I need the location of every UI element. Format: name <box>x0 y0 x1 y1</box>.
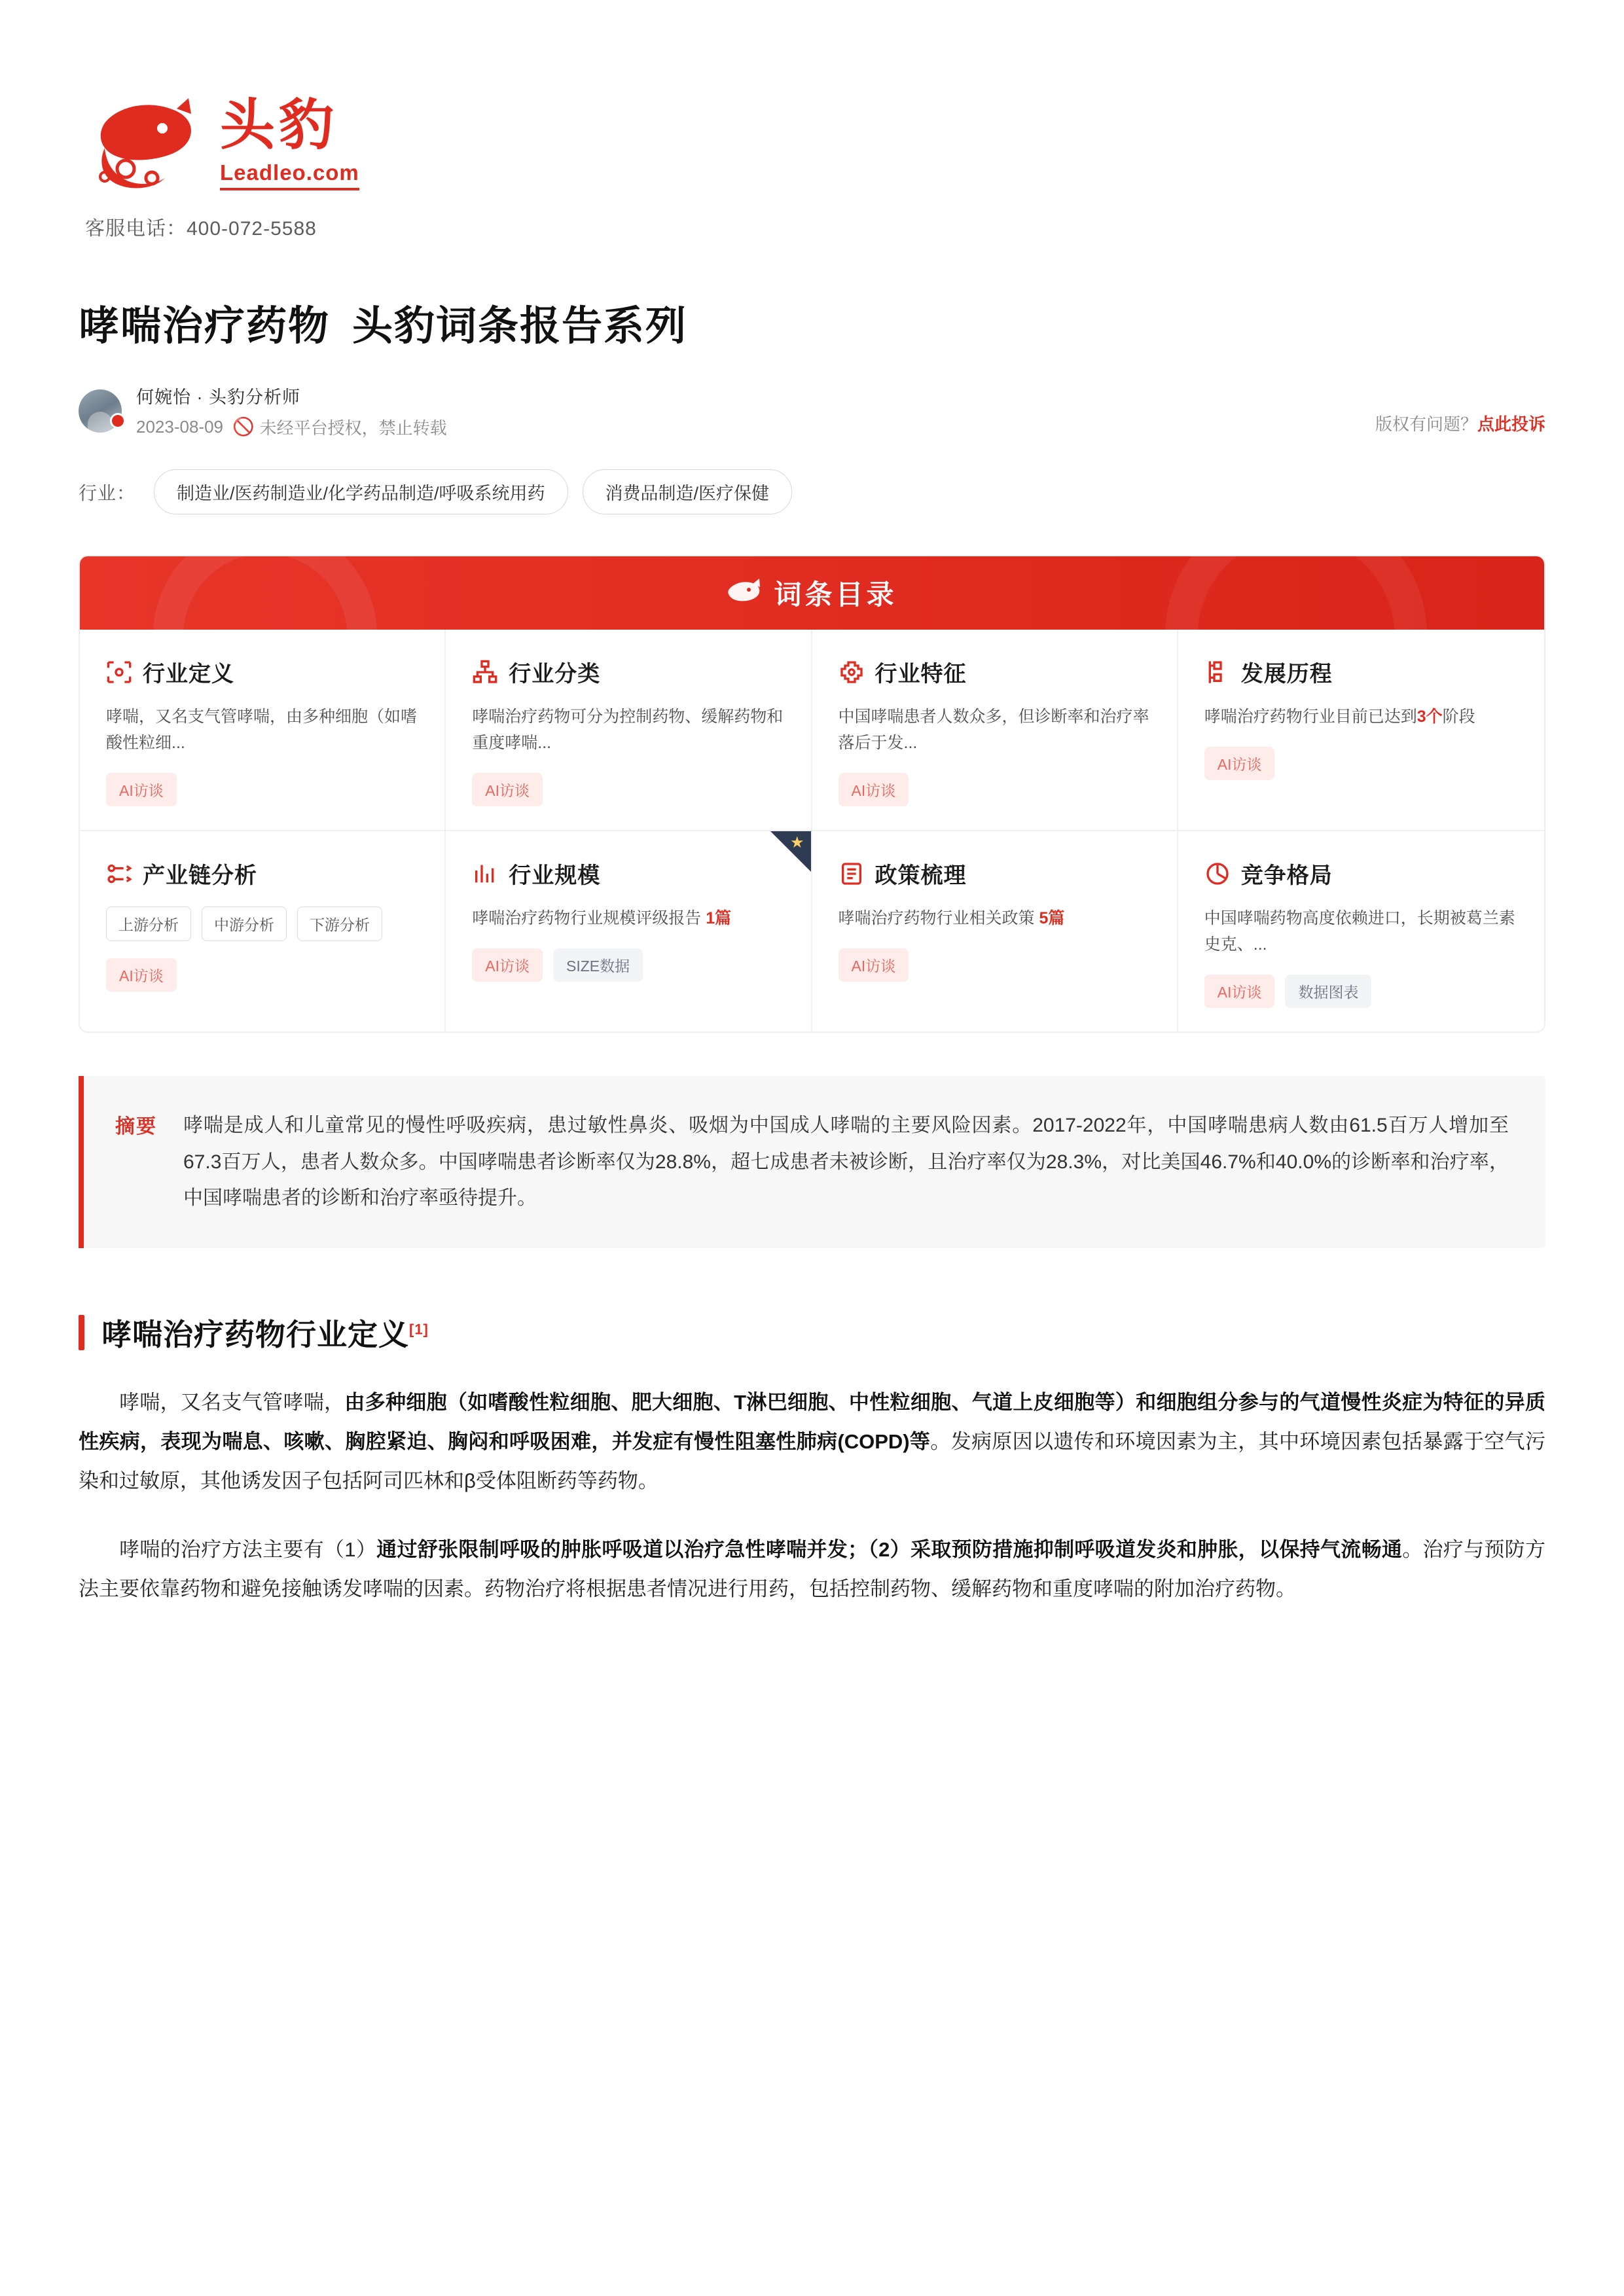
section-footnote-marker: [1] <box>409 1321 429 1338</box>
tag-midstream-analysis[interactable]: 中游分析 <box>202 906 287 941</box>
paragraph-1 <box>79 1383 1545 1501</box>
chip-data-chart[interactable]: 数据图表 <box>1285 975 1371 1008</box>
chip-ai-interview[interactable]: AI访谈 <box>839 773 909 806</box>
catalog-item-title: 行业规模 <box>509 863 601 888</box>
no-reprint-label: 未经平台授权，禁止转载 <box>259 418 447 438</box>
history-icon <box>1204 659 1231 685</box>
star-icon: ★ <box>789 834 804 852</box>
catalog-header <box>80 556 1544 630</box>
copyright-text: 版权有问题？ <box>1375 414 1477 434</box>
catalog-item-policy-review[interactable] <box>812 831 1178 1031</box>
catalog-item-desc <box>472 905 784 931</box>
abstract-label: 摘要 <box>115 1116 157 1138</box>
complain-link[interactable]: 点此投诉 <box>1477 414 1545 434</box>
desc-highlight: 5篇 <box>1039 909 1065 927</box>
leopard-head-icon <box>727 579 762 607</box>
chain-icon <box>106 861 132 887</box>
tag-downstream-analysis[interactable]: 下游分析 <box>297 906 382 941</box>
catalog-item-value-chain-analysis[interactable] <box>80 831 446 1031</box>
catalog-item-title: 行业特征 <box>875 662 967 687</box>
chip-ai-interview[interactable]: AI访谈 <box>839 948 909 982</box>
catalog-item-title: 政策梳理 <box>875 863 967 888</box>
catalog-item-development-history[interactable] <box>1178 630 1544 831</box>
policy-icon <box>839 861 865 887</box>
para1-seg3: 。发病原因以遗传和环境因素为主，其中环境因素包括暴露于空气污染和过敏原，其他诱发因子包括阿司匹林和β受体阻断药等药物。 <box>79 1429 1545 1493</box>
page-header <box>79 0 1545 241</box>
catalog-title: 词条目录 <box>774 579 897 610</box>
scale-icon <box>472 861 498 887</box>
logo-text-cn: 头豹 <box>220 93 338 157</box>
publish-date: 2023-08-09 <box>136 417 223 437</box>
ban-icon: 🚫 <box>232 417 255 437</box>
desc-highlight: 1篇 <box>706 909 732 927</box>
paragraph-2 <box>79 1530 1545 1609</box>
catalog-item-title: 产业链分析 <box>143 863 257 888</box>
feature-icon <box>839 659 865 685</box>
avatar-badge-icon <box>110 413 126 429</box>
tag-upstream-analysis[interactable]: 上游分析 <box>106 906 191 941</box>
desc-pre: 哮喘治疗药物行业相关政策 <box>838 909 1035 927</box>
catalog-item-title: 竞争格局 <box>1240 863 1333 888</box>
section-heading <box>79 1311 1545 1354</box>
catalog-item-industry-features[interactable] <box>812 630 1178 831</box>
industry-tags <box>79 469 1545 514</box>
chip-ai-interview[interactable]: AI访谈 <box>1204 747 1275 780</box>
leopard-logo-icon <box>79 85 209 203</box>
catalog-item-desc <box>839 905 1151 931</box>
catalog-item-desc <box>1204 704 1518 730</box>
catalog-item-title: 行业定义 <box>143 662 234 687</box>
catalog-item-desc: 哮喘，又名支气管哮喘，由多种细胞（如嗜酸性粒细... <box>106 708 418 752</box>
catalog-item-industry-scale[interactable] <box>446 831 812 1031</box>
desc-pre: 哮喘治疗药物行业目前已达到 <box>1204 708 1417 726</box>
chip-ai-interview[interactable]: AI访谈 <box>106 773 177 806</box>
definition-icon <box>106 659 132 685</box>
chip-size-data[interactable]: SIZE数据 <box>553 948 643 982</box>
catalog-item-title: 行业分类 <box>509 662 601 687</box>
author-name: 何婉怡 · 头豹分析师 <box>136 387 300 407</box>
catalog-item-industry-definition[interactable] <box>80 630 446 831</box>
para1-seg2: 由多种细胞（如嗜酸性粒细胞、肥大细胞、T淋巴细胞、中性粒细胞、气道上皮细胞等）和细胞组分参与的气道慢性炎症为特征的异质性疾病，表现为喘息、咳嗽、胸腔紧迫、胸闷和呼吸困难，并发症有慢性阻塞性肺病(COPD)等 <box>79 1390 1545 1453</box>
desc-post: 阶段 <box>1442 708 1475 726</box>
service-phone: 客服电话：400-072-5588 <box>85 218 317 240</box>
catalog-item-desc: 哮喘治疗药物可分为控制药物、缓解药物和重度哮喘... <box>472 708 784 752</box>
no-reprint-notice <box>232 415 447 439</box>
chip-ai-interview[interactable]: AI访谈 <box>472 948 543 982</box>
classification-icon <box>472 659 498 685</box>
page-title <box>79 293 1545 351</box>
byline <box>79 383 1545 439</box>
catalog-item-desc: 中国哮喘药物高度依赖进口，长期被葛兰素史克、... <box>1204 909 1515 954</box>
section-title-text: 哮喘治疗药物行业定义 <box>101 1317 409 1352</box>
para1-seg1: 哮喘，又名支气管哮喘， <box>119 1390 345 1414</box>
title-main: 哮喘治疗药物 <box>79 304 331 349</box>
section-title <box>101 1311 429 1354</box>
catalog-item-desc: 中国哮喘患者人数众多，但诊断率和治疗率落后于发... <box>838 708 1149 752</box>
competition-icon <box>1204 861 1231 887</box>
chip-ai-interview[interactable]: AI访谈 <box>472 773 543 806</box>
catalog-card <box>79 555 1545 1033</box>
chip-ai-interview[interactable]: AI访谈 <box>1204 975 1275 1008</box>
industry-tag-2[interactable]: 消费品制造/医疗保健 <box>583 469 793 514</box>
desc-pre: 哮喘治疗药物行业规模评级报告 <box>472 909 702 927</box>
industry-tag-1[interactable]: 制造业/医药制造业/化学药品制造/呼吸系统用药 <box>154 469 568 514</box>
industry-label: 行业： <box>79 482 136 503</box>
desc-highlight: 3个 <box>1416 708 1443 726</box>
section-accent-bar <box>79 1315 84 1350</box>
catalog-item-competitive-landscape[interactable] <box>1178 831 1544 1031</box>
para2-seg3: 。治疗与预防方法主要依靠药物和避免接触诱发哮喘的因素。药物治疗将根据患者情况进行用药，包括控制药物、缓解药物和重度哮喘的附加治疗药物。 <box>79 1537 1545 1601</box>
chip-ai-interview[interactable]: AI访谈 <box>106 958 177 992</box>
logo-text-en: Leadleo.com <box>220 160 359 190</box>
catalog-item-industry-classification[interactable] <box>446 630 812 831</box>
copyright-notice <box>1375 411 1545 435</box>
abstract-body: 哮喘是成人和儿童常见的慢性呼吸疾病，患过敏性鼻炎、吸烟为中国成人哮喘的主要风险因素。2017-2022年，中国哮喘患病人数由61.5百万人增加至67.3百万人，患者人数众多。中国哮喘患者诊断率仅为28.8%，超七成患者未被诊断，且治疗率仅为28.3%，对比美国46.7%和40.0%的诊断率和治疗率，中国哮喘患者的诊断和治疗率亟待提升。 <box>183 1115 1509 1209</box>
para2-seg2: 通过舒张限制呼吸的肿胀呼吸道以治疗急性哮喘并发；（2）采取预防措施抑制呼吸道发炎和肿胀，以保持气流畅通 <box>376 1537 1403 1561</box>
title-series: 头豹词条报告系列 <box>352 304 688 349</box>
catalog-grid <box>80 630 1544 1031</box>
para2-seg1: 哮喘的治疗方法主要有（1） <box>119 1537 377 1561</box>
abstract-block <box>79 1076 1545 1248</box>
catalog-item-title: 发展历程 <box>1240 662 1333 687</box>
brand-logo[interactable] <box>79 85 1545 203</box>
